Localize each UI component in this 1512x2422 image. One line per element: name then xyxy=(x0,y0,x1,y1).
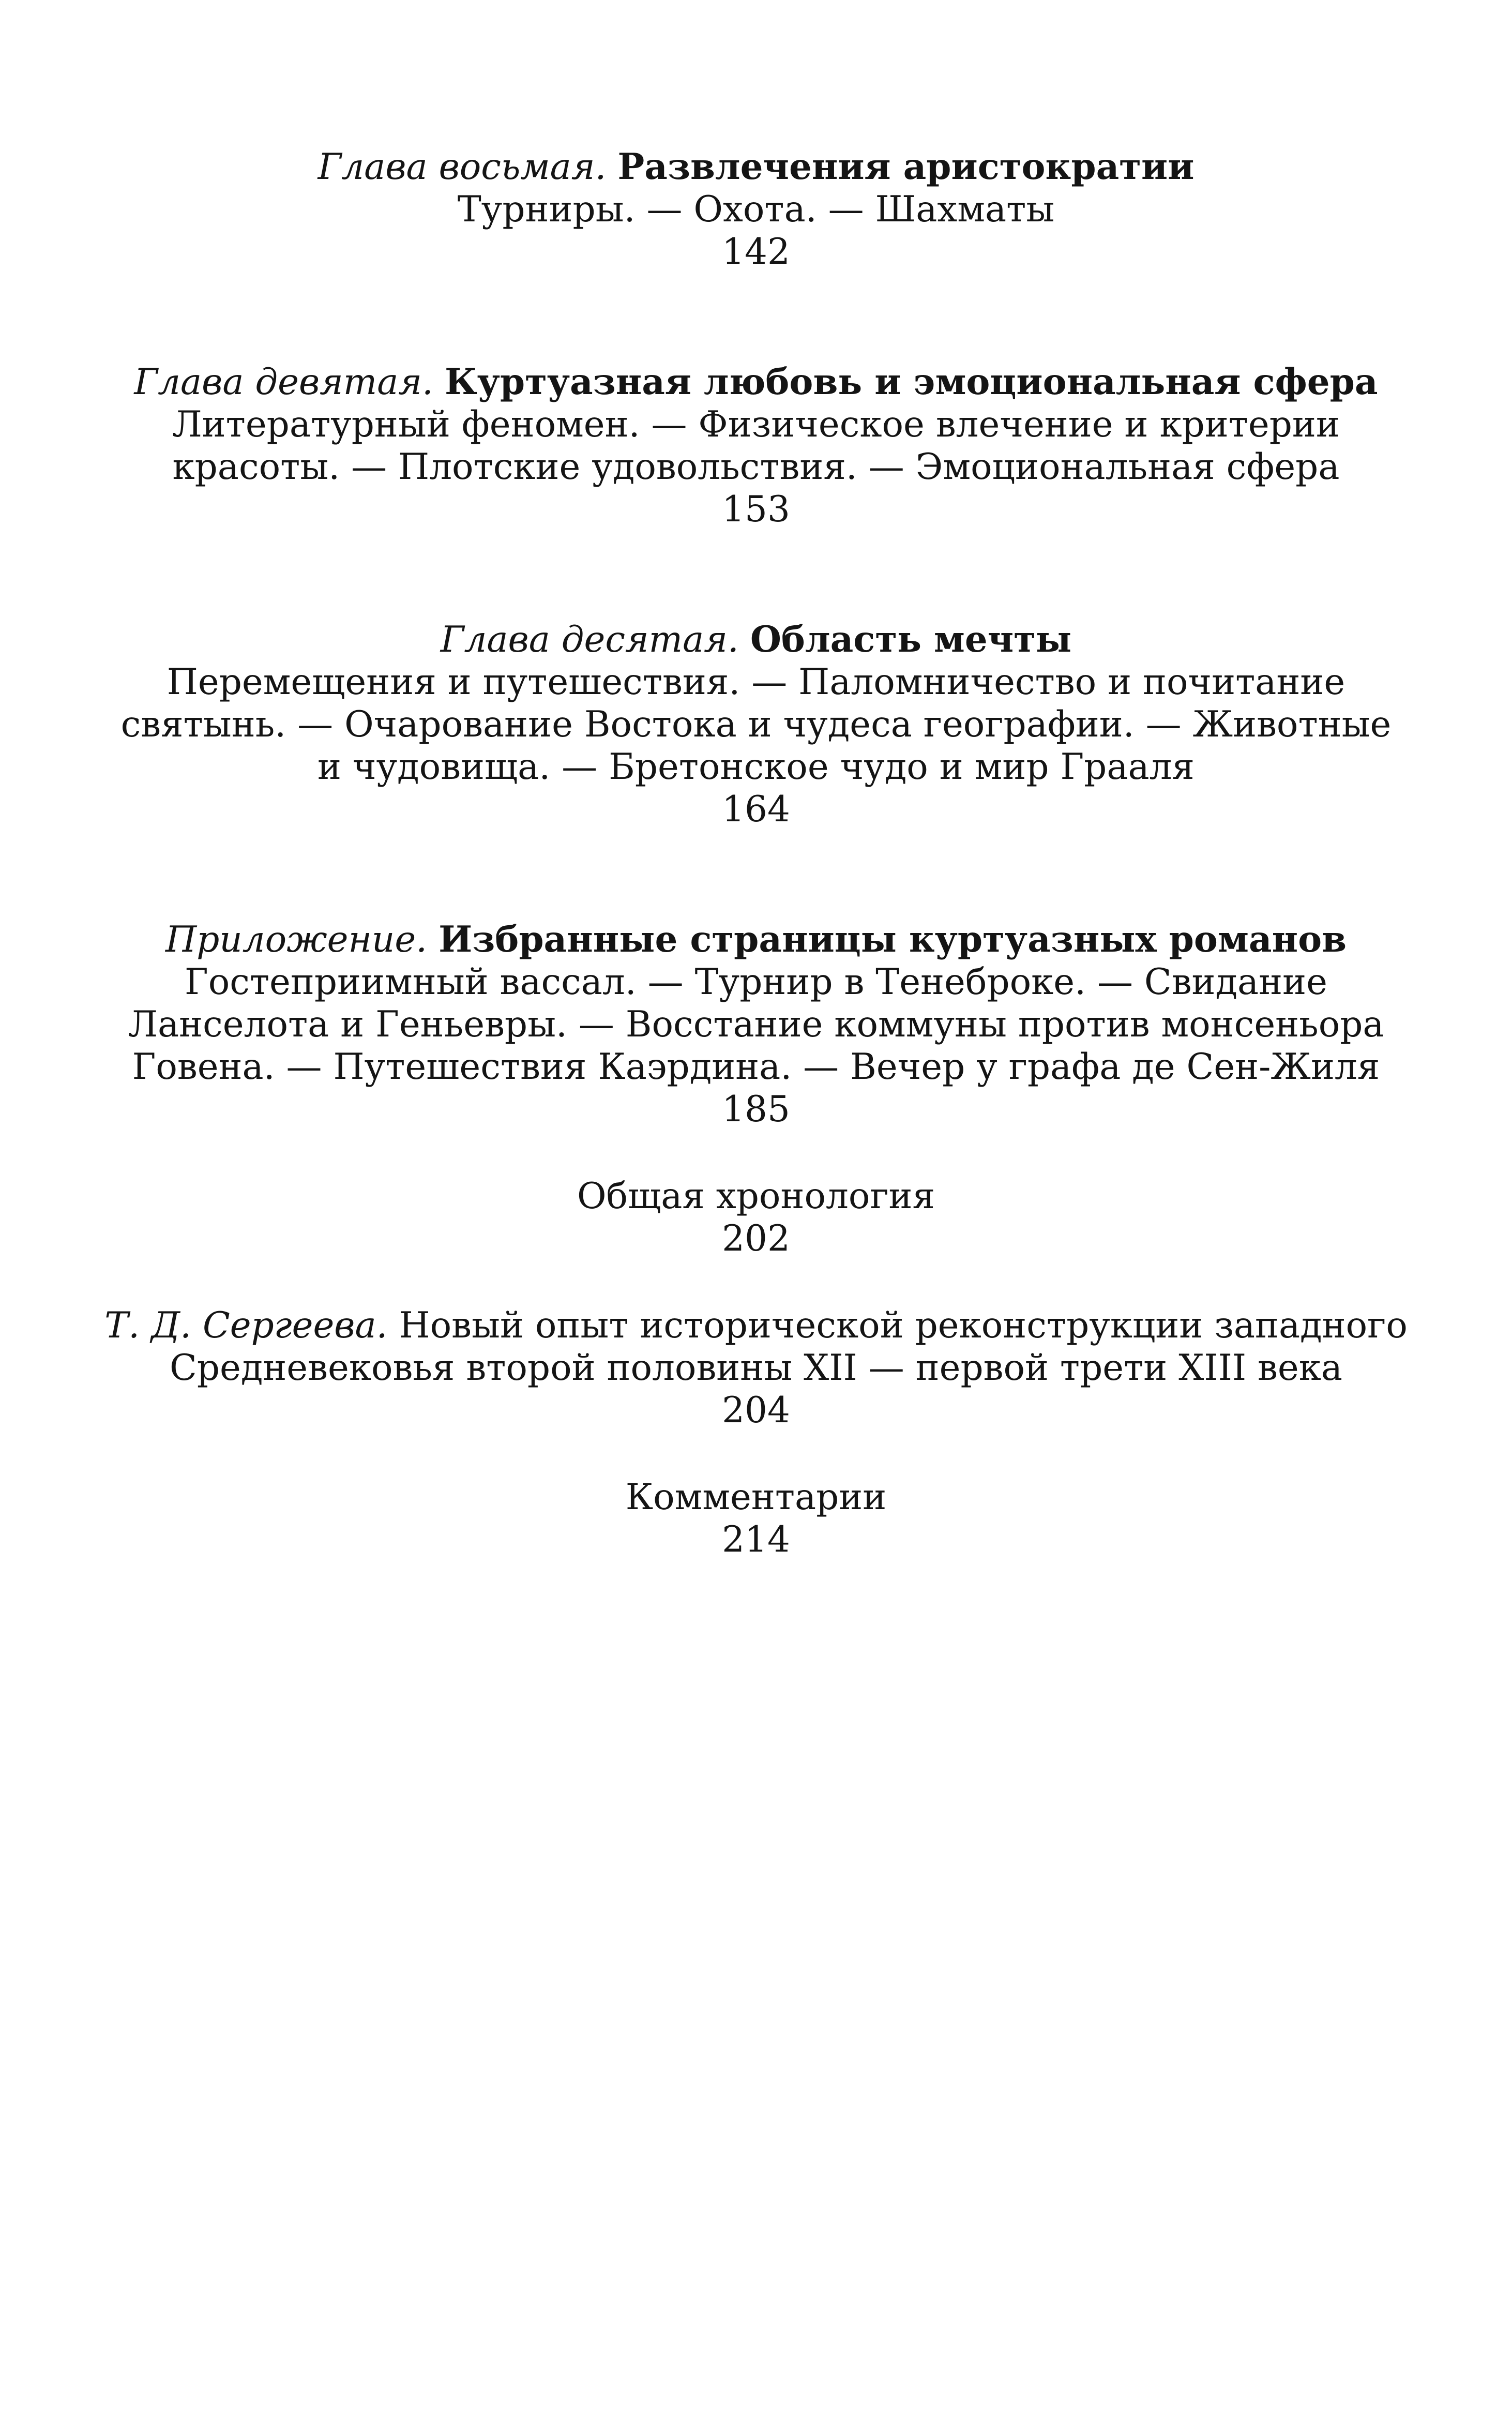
section-title: Общая хронология xyxy=(577,1176,935,1217)
page-number: 153 xyxy=(722,489,790,530)
page-number: 185 xyxy=(722,1089,790,1130)
entry-heading xyxy=(0,361,1512,403)
section-title: Новый опыт исторической реконструкции западного xyxy=(399,1305,1408,1346)
chapter-label: Приложение. xyxy=(165,919,428,960)
entry-subtopics-line: Турниры. — Охота. — Шахматы xyxy=(457,189,1055,230)
toc-entry-afterword xyxy=(0,1304,1512,1432)
entry-subtopics-line: Средневековья второй половины XII — первой трети XIII века xyxy=(170,1347,1342,1389)
chapter-title: Куртуазная любовь и эмоциональная сфера xyxy=(444,361,1378,403)
page-number: 164 xyxy=(722,789,790,830)
page-number: 214 xyxy=(722,1519,790,1560)
entry-subtopics-line: и чудовища. — Бретонское чудо и мир Грааля xyxy=(317,746,1195,788)
entry-heading xyxy=(0,919,1512,961)
entry-heading xyxy=(0,1175,1512,1217)
page-number: 204 xyxy=(722,1390,790,1431)
page-number: 142 xyxy=(722,231,790,273)
toc-entry-chapter-9 xyxy=(0,361,1512,531)
section-title: Комментарии xyxy=(625,1477,887,1518)
entry-subtopics-line: красоты. — Плотские удовольствия. — Эмоциональная сфера xyxy=(172,446,1340,488)
toc-entry-chapter-8 xyxy=(0,146,1512,273)
entry-heading xyxy=(0,1304,1512,1347)
entry-subtopics-line: Гостеприимный вассал. — Турнир в Тенеброке. — Свидание xyxy=(185,961,1327,1003)
toc-entry-appendix xyxy=(0,919,1512,1131)
entry-heading xyxy=(0,1476,1512,1518)
toc-entry-chapter-10 xyxy=(0,619,1512,831)
chapter-title: Область мечты xyxy=(750,619,1072,660)
chapter-label: Глава девятая. xyxy=(134,362,433,403)
toc-entry-commentary xyxy=(0,1476,1512,1561)
page-number: 202 xyxy=(722,1218,790,1259)
entry-subtopics-line: Литературный феномен. — Физическое влечение и критерии xyxy=(172,404,1340,445)
entry-heading xyxy=(0,146,1512,188)
entry-heading xyxy=(0,619,1512,661)
chapter-title: Избранные страницы куртуазных романов xyxy=(439,919,1347,960)
entry-subtopics-line: Ланселота и Геньевры. — Восстание коммуны против монсеньора xyxy=(128,1004,1384,1045)
entry-subtopics-line: Перемещения и путешествия. — Паломничество и почитание xyxy=(167,661,1345,703)
toc-entry-chronology xyxy=(0,1175,1512,1260)
author-label: Т. Д. Сергеева. xyxy=(104,1305,388,1346)
entry-subtopics-line: святынь. — Очарование Востока и чудеса географии. — Животные xyxy=(120,704,1392,745)
chapter-label: Глава десятая. xyxy=(440,619,739,660)
chapter-title: Развлечения аристократии xyxy=(617,146,1195,188)
entry-subtopics-line: Говена. — Путешествия Каэрдина. — Вечер у графа де Сен-Жиля xyxy=(132,1046,1380,1088)
chapter-label: Глава восьмая. xyxy=(317,146,607,188)
